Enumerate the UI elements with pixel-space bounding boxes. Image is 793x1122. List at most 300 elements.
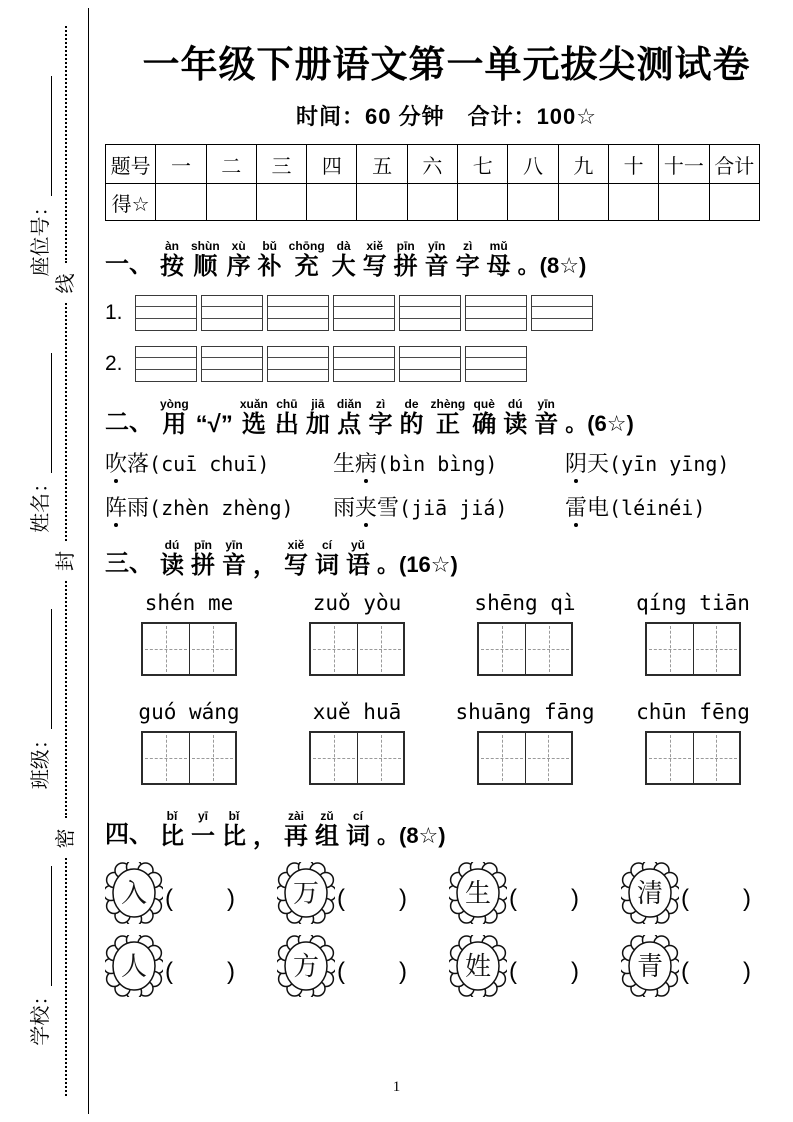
heading-token [160, 397, 189, 438]
flower-icon [105, 862, 163, 924]
token-char: 音 [222, 552, 246, 579]
page-number: 1 [392, 1079, 401, 1095]
dotted-char: 雷 [565, 495, 588, 520]
seal-char: 线 [55, 273, 77, 294]
token-pinyin: xù [231, 239, 246, 253]
token-pinyin: yīn [225, 538, 243, 552]
pinyin-writing-box[interactable] [135, 295, 197, 331]
svg-text:清: 清 [636, 878, 664, 908]
exam-meta: 时间：60 分钟 合计：100☆ [295, 104, 597, 129]
heading-token [160, 809, 184, 850]
pinyin-writing-box[interactable] [267, 295, 329, 331]
score-table-header-cell: 一 [156, 145, 206, 184]
dotted-word [105, 450, 149, 478]
dotted-word [333, 494, 399, 522]
heading-token [222, 809, 246, 850]
pinyin-options[interactable]: (léinéi) [609, 496, 706, 520]
word-char: 雪 [377, 495, 400, 520]
heading-token [400, 397, 424, 438]
score-table-header-cell: 四 [307, 145, 357, 184]
flower-character-badge [621, 862, 679, 929]
heading-tokens [160, 239, 511, 280]
compare-item [105, 862, 277, 929]
section-1-heading [105, 239, 793, 280]
token-pinyin: pīn [194, 538, 212, 552]
grid-cell[interactable] [647, 624, 693, 674]
token-char: 字 [368, 411, 393, 438]
token-char: 补 [257, 253, 282, 280]
token-pinyin: pīn [396, 239, 415, 253]
dotted-char: 阴 [565, 451, 588, 476]
pinyin-word: shuāng fāng [455, 700, 595, 724]
score-input-cell[interactable] [458, 184, 508, 221]
pinyin-word: zuǒ yòu [312, 591, 402, 615]
heading-token [534, 397, 558, 438]
token-char: 母 [486, 253, 511, 280]
grid-cell[interactable] [189, 624, 235, 674]
grid-cell[interactable] [357, 733, 403, 783]
grid-cell[interactable] [479, 733, 525, 783]
pinyin-writing-box[interactable] [201, 295, 263, 331]
dotted-char: 吹 [105, 451, 128, 476]
section-number: 二、 [105, 409, 153, 436]
heading-token [275, 397, 299, 438]
pronunciation-item [565, 450, 793, 478]
answer-parens[interactable]: ( ) [165, 958, 237, 985]
grid-cell[interactable] [311, 733, 357, 783]
dotted-char: 阵 [105, 495, 128, 520]
word-writing-item [455, 700, 594, 785]
pinyin-writing-box[interactable] [333, 295, 395, 331]
heading-token [425, 239, 449, 280]
token-pinyin: bǐ [228, 809, 240, 823]
compare-item [621, 935, 793, 1002]
flower-icon [449, 935, 507, 997]
tianzi-grid [309, 731, 405, 785]
section-1-answer-area [100, 295, 793, 382]
token-pinyin: zài [287, 809, 304, 823]
heading-token [196, 411, 233, 438]
page-title: 一年级下册语文第一单元拔尖测试卷 [142, 44, 751, 85]
score-input-cell[interactable] [256, 184, 306, 221]
word-writing-item [474, 591, 575, 676]
grid-cell[interactable] [189, 733, 235, 783]
token-pinyin: zì [375, 397, 386, 411]
flower-character-badge [105, 935, 163, 1002]
heading-token [160, 239, 184, 280]
heading-token [431, 397, 466, 438]
word-char: 雨 [127, 495, 150, 520]
word-writing-item [309, 700, 405, 785]
pinyin-word: shēng qì [474, 591, 576, 615]
heading-token [222, 538, 246, 579]
word-writing-item [138, 700, 239, 785]
heading-token [258, 239, 282, 280]
token-pinyin: dà [336, 239, 351, 253]
token-pinyin: àn [164, 239, 179, 253]
compare-item [277, 862, 449, 929]
token-pinyin: yīn [428, 239, 446, 253]
dotted-char: 夹 [355, 495, 378, 520]
grid-cell[interactable] [143, 733, 189, 783]
token-char: 再 [284, 823, 308, 850]
heading-token [240, 397, 268, 438]
token-char: 音 [424, 253, 449, 280]
score-table-header-cell: 十 [608, 145, 658, 184]
token-pinyin: jiā [311, 397, 325, 411]
line-number: 2. [105, 352, 123, 375]
pinyin-writing-box[interactable] [201, 346, 263, 382]
compare-item [277, 935, 449, 1002]
pronunciation-item [333, 494, 565, 522]
answer-parens[interactable]: ( ) [681, 885, 753, 912]
pinyin-answer-line [105, 295, 793, 331]
answer-parens[interactable]: ( ) [337, 885, 409, 912]
field-blank-line[interactable] [30, 866, 52, 986]
heading-token [332, 239, 356, 280]
flower-icon [277, 862, 335, 924]
line-number: 1. [105, 301, 123, 324]
token-pinyin: què [473, 397, 495, 411]
field-blank-line[interactable] [30, 353, 52, 473]
pinyin-word: shén me [144, 591, 234, 615]
token-char: 写 [362, 253, 387, 280]
heading-token [191, 538, 215, 579]
token-char: 点 [337, 411, 362, 438]
score-input-cell[interactable] [407, 184, 457, 221]
grid-cell[interactable] [647, 733, 693, 783]
token-char: 字 [455, 253, 480, 280]
token-char: 出 [274, 411, 299, 438]
token-char: 大 [331, 253, 356, 280]
seal-char: 封 [55, 551, 77, 571]
seal-dotted-line [65, 859, 67, 1097]
flower-character-badge [449, 862, 507, 929]
grid-cell[interactable] [311, 624, 357, 674]
heading-token [369, 397, 393, 438]
flower-character-badge [105, 862, 163, 929]
token-pinyin: zì [463, 239, 473, 253]
word-char: 天 [587, 451, 610, 476]
flower-character-badge [449, 935, 507, 1002]
grid-cell[interactable] [693, 624, 739, 674]
pronunciation-item [105, 494, 333, 522]
flower-character-badge [277, 935, 335, 1002]
pinyin-options[interactable]: (jiā jiá) [399, 496, 508, 520]
score-table-header-cell: 八 [508, 145, 558, 184]
pinyin-word: xuě huā [312, 700, 402, 724]
field-blank-line[interactable] [30, 609, 52, 729]
pinyin-options[interactable]: (zhèn zhèng) [149, 496, 294, 520]
section-number: 三、 [105, 550, 153, 577]
heading-token [253, 823, 277, 850]
flower-icon [621, 935, 679, 997]
pronunciation-item [333, 450, 565, 478]
token-char: 词 [346, 823, 370, 850]
heading-token [284, 538, 308, 579]
token-char: 正 [435, 411, 460, 438]
word-char: 雨 [333, 495, 356, 520]
heading-token [306, 397, 330, 438]
seal-dotted-line [65, 581, 67, 819]
student-info-field [30, 609, 52, 789]
student-info-field [30, 353, 52, 533]
seal-dotted-line [65, 304, 67, 542]
score-input-cell[interactable] [307, 184, 357, 221]
compare-item [449, 862, 621, 929]
heading-token [346, 538, 370, 579]
compare-item [449, 935, 621, 1002]
field-blank-line[interactable] [30, 76, 52, 196]
compare-item [621, 862, 793, 929]
section-number: 一、 [105, 251, 153, 278]
pinyin-writing-box[interactable] [333, 346, 395, 382]
svg-text:方: 方 [292, 951, 320, 981]
token-pinyin: dú [164, 538, 180, 552]
score-input-cell[interactable] [659, 184, 709, 221]
token-pinyin: cí [321, 538, 332, 552]
svg-text:人: 人 [120, 951, 148, 981]
grid-cell[interactable] [525, 624, 571, 674]
token-pinyin: xuǎn [239, 397, 268, 411]
flower-icon [277, 935, 335, 997]
token-char: 组 [315, 823, 339, 850]
dotted-word [565, 450, 609, 478]
pinyin-word: chūn fēng [636, 700, 750, 724]
flower-character-badge [621, 935, 679, 1002]
token-char: 充 [294, 253, 319, 280]
pinyin-word: qíng tiān [636, 591, 750, 615]
token-char: 选 [241, 411, 266, 438]
section-4-heading [105, 809, 793, 850]
grid-cell[interactable] [693, 733, 739, 783]
heading-token [160, 538, 184, 579]
token-pinyin: zǔ [320, 809, 334, 823]
heading-token [487, 239, 511, 280]
score-input-cell[interactable] [156, 184, 206, 221]
student-info-field [30, 866, 52, 1046]
section-3-heading [105, 538, 793, 579]
token-pinyin: xiě [366, 239, 384, 253]
student-info-field [30, 76, 52, 276]
answer-parens[interactable]: ( ) [509, 885, 581, 912]
word-writing-item [141, 591, 237, 676]
dotted-word [333, 450, 377, 478]
tianzi-grid [141, 731, 237, 785]
heading-token [253, 552, 277, 579]
token-char: 拼 [393, 253, 418, 280]
score-table-header-cell: 五 [357, 145, 407, 184]
word-writing-item [636, 591, 750, 676]
heading-token [315, 809, 339, 850]
token-char: 写 [284, 552, 308, 579]
svg-text:生: 生 [464, 878, 492, 908]
pinyin-writing-box[interactable] [399, 295, 461, 331]
dotted-char: 病 [355, 451, 378, 476]
pinyin-options[interactable]: (bìn bìng) [377, 452, 498, 476]
grid-cell[interactable] [479, 624, 525, 674]
svg-text:青: 青 [636, 951, 664, 981]
token-pinyin: shùn [191, 239, 220, 253]
flower-character-badge [277, 862, 335, 929]
answer-parens[interactable]: ( ) [337, 958, 409, 985]
pinyin-options[interactable]: (cuī chuī) [149, 452, 270, 476]
flower-icon [621, 862, 679, 924]
answer-parens[interactable]: ( ) [509, 958, 581, 985]
heading-token [227, 239, 251, 280]
score-table-header-cell: 合计 [709, 145, 759, 184]
flower-icon [105, 935, 163, 997]
pinyin-writing-box[interactable] [465, 295, 527, 331]
token-pinyin: zhèng [430, 397, 466, 411]
heading-token [315, 538, 339, 579]
answer-parens[interactable]: ( ) [681, 958, 753, 985]
section-3-word-grids [105, 591, 793, 785]
token-char: 确 [472, 411, 497, 438]
pronunciation-item [565, 494, 793, 522]
section-score: 。(6☆) [565, 411, 634, 436]
token-char: 音 [534, 411, 559, 438]
token-pinyin: diǎn [336, 397, 362, 411]
score-table [105, 144, 760, 221]
pinyin-writing-box[interactable] [531, 295, 593, 331]
heading-token [337, 397, 362, 438]
token-pinyin: yīn [537, 397, 555, 411]
score-input-cell[interactable] [608, 184, 658, 221]
token-char: ， [253, 823, 277, 850]
score-table-header-cell: 十一 [659, 145, 709, 184]
heading-token [284, 809, 308, 850]
token-pinyin: yòng [160, 397, 189, 411]
word-char: 生 [333, 451, 356, 476]
token-pinyin: bǐ [166, 809, 178, 823]
score-table-header-cell: 七 [458, 145, 508, 184]
tianzi-grid [645, 622, 741, 676]
token-pinyin: xiě [287, 538, 305, 552]
exam-content [100, 0, 793, 1002]
word-char: 落 [127, 451, 150, 476]
token-char: 词 [315, 552, 339, 579]
compare-item [105, 935, 277, 1002]
grid-cell[interactable] [357, 624, 403, 674]
score-table-header-cell: 二 [206, 145, 256, 184]
svg-text:姓: 姓 [464, 951, 492, 981]
heading-token [363, 239, 387, 280]
pinyin-writing-box[interactable] [135, 346, 197, 382]
token-pinyin: yǔ [350, 538, 365, 552]
heading-token [394, 239, 418, 280]
score-table-header-cell: 六 [407, 145, 457, 184]
heading-tokens [160, 397, 558, 438]
score-input-cell[interactable] [508, 184, 558, 221]
section-4-compare-items [105, 862, 793, 1002]
score-table-score-row [106, 184, 760, 221]
word-writing-item [636, 700, 750, 785]
heading-token [503, 397, 527, 438]
svg-text:万: 万 [292, 878, 320, 908]
seal-line-strip [52, 0, 80, 1122]
seal-dotted-line [65, 26, 67, 264]
tianzi-grid [645, 731, 741, 785]
student-info-strip [10, 0, 52, 1122]
token-pinyin: de [404, 397, 419, 411]
dotted-word [565, 494, 609, 522]
margin-border-line [88, 8, 89, 1114]
token-char: 顺 [193, 253, 218, 280]
score-table-header-cell: 三 [256, 145, 306, 184]
token-char: 用 [162, 411, 187, 438]
flower-icon [449, 862, 507, 924]
token-char: 序 [226, 253, 251, 280]
token-char: 一 [191, 823, 215, 850]
token-pinyin: chōng [288, 239, 325, 253]
token-char: 语 [346, 552, 370, 579]
score-input-cell[interactable] [558, 184, 608, 221]
heading-token [472, 397, 496, 438]
token-pinyin: cí [352, 809, 363, 823]
section-score: 。(8☆) [517, 253, 587, 278]
token-char: 读 [503, 411, 528, 438]
score-input-cell[interactable] [357, 184, 407, 221]
token-pinyin: chū [276, 397, 298, 411]
heading-token [456, 239, 480, 280]
pinyin-writing-box[interactable] [399, 346, 461, 382]
seal-char: 密 [55, 828, 77, 849]
field-label: 班级： [30, 729, 52, 790]
score-input-cell[interactable] [206, 184, 256, 221]
tianzi-grid [309, 622, 405, 676]
tianzi-grid [477, 731, 573, 785]
answer-parens[interactable]: ( ) [165, 885, 237, 912]
dotted-word [105, 494, 149, 522]
token-pinyin: yī [197, 809, 208, 823]
field-label: 学校： [30, 985, 52, 1046]
pinyin-writing-box[interactable] [465, 346, 527, 382]
grid-cell[interactable] [525, 733, 571, 783]
heading-token [289, 239, 325, 280]
token-char: 加 [305, 411, 330, 438]
field-label: 姓名： [30, 472, 52, 533]
score-table-header-row [106, 145, 760, 184]
token-char: 按 [160, 253, 184, 280]
word-writing-item [309, 591, 405, 676]
section-score: 。(8☆) [377, 823, 446, 848]
score-table-header-cell: 九 [558, 145, 608, 184]
heading-tokens [160, 809, 370, 850]
token-char: ， [253, 552, 277, 579]
svg-text:入: 入 [120, 878, 148, 908]
token-char: 比 [160, 823, 184, 850]
section-number: 四、 [105, 821, 153, 848]
heading-tokens [160, 538, 370, 579]
tianzi-grid [141, 622, 237, 676]
section-2-heading [105, 397, 793, 438]
score-input-cell[interactable] [709, 184, 759, 221]
pronunciation-item [105, 450, 333, 478]
heading-token [346, 809, 370, 850]
token-char: 的 [399, 411, 424, 438]
pinyin-writing-box[interactable] [267, 346, 329, 382]
score-table-header-cell: 题号 [106, 145, 156, 184]
pinyin-options[interactable]: (yīn yīng) [609, 452, 730, 476]
section-score: 。(16☆) [377, 552, 458, 577]
grid-cell[interactable] [143, 624, 189, 674]
pinyin-answer-line [105, 346, 793, 382]
token-pinyin: bǔ [262, 239, 277, 253]
heading-token [191, 239, 220, 280]
word-char: 电 [587, 495, 610, 520]
section-2-items [105, 450, 793, 522]
